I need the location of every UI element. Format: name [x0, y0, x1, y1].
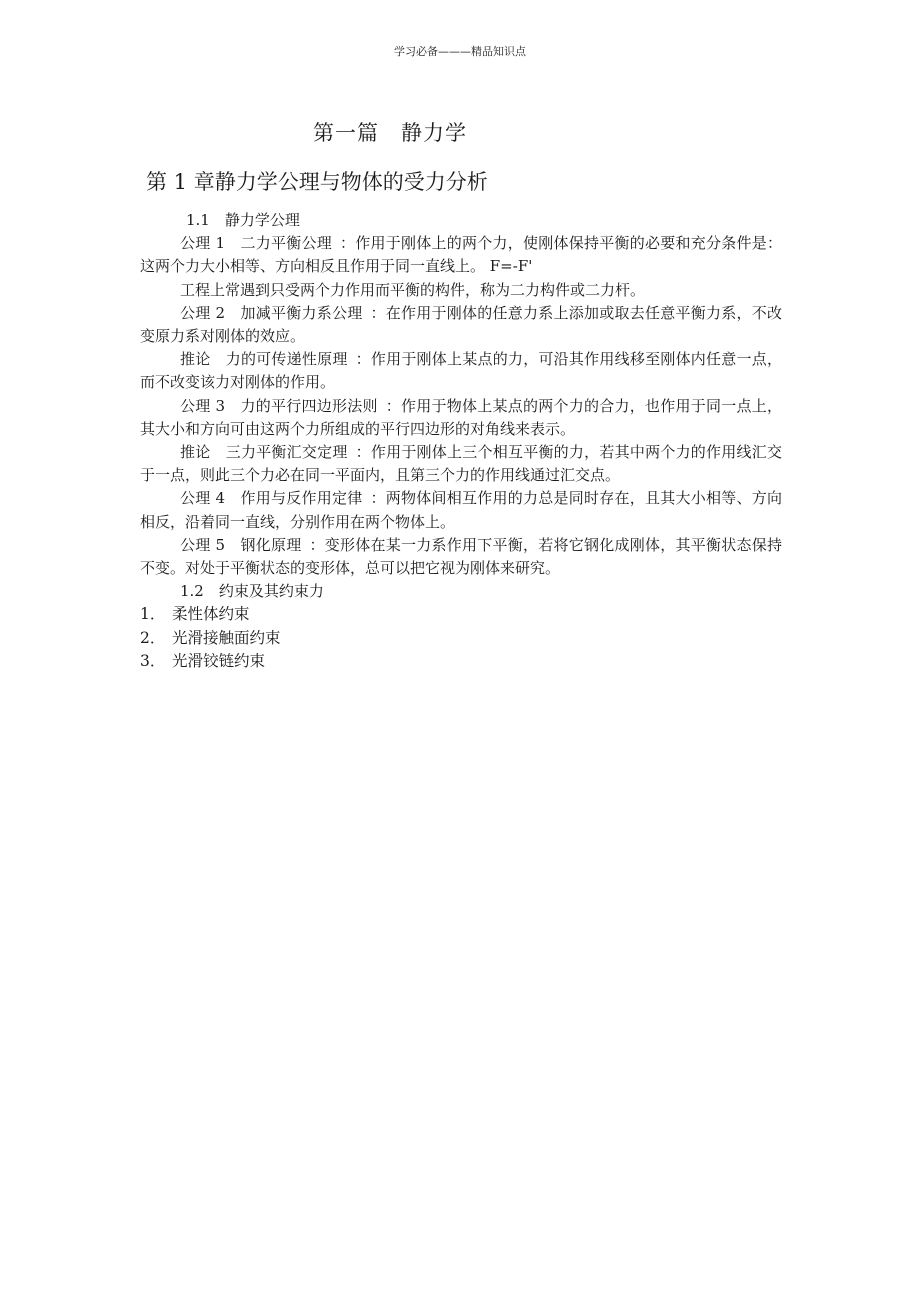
paragraph-two-force-member	[140, 279, 782, 302]
paragraph-axiom-3	[140, 395, 782, 441]
section-heading-1-1: 1.1 静力学公理	[186, 211, 300, 229]
paragraph-text: ：作用于刚体上的两个力，使刚体保持平衡的必要和充分条件是：这两个力大小相等、方向相反且作用于同一直线上。 F=-F'	[140, 234, 782, 276]
list-item	[140, 603, 782, 627]
part-title	[313, 117, 467, 147]
paragraph-corollary-three-force	[140, 441, 782, 487]
term: 推论 力的可传递性原理	[180, 350, 348, 369]
list-number: 2．	[140, 628, 166, 647]
list-item	[140, 627, 782, 651]
paragraph-corollary-transmissibility	[140, 348, 782, 394]
chapter-content	[140, 209, 782, 674]
paragraph-axiom-4	[140, 487, 782, 533]
section-heading-1-2: 1.2 约束及其约束力	[180, 582, 324, 601]
list-label: 光滑接触面约束	[172, 628, 281, 647]
paragraph-text: 工程上常遇到只受两个力作用而平衡的构件，称为二力构件或二力杆。	[180, 280, 646, 299]
paragraph-text: ：作用于刚体上三个相互平衡的力，若其中两个力的作用线汇交于一点，则此三个力必在同一平面内，且第三个力的作用线通过汇交点。	[140, 443, 782, 485]
list-number: 1．	[140, 605, 166, 624]
list-label: 柔性体约束	[172, 605, 250, 624]
page-header: 学习必备———精品知识点	[394, 45, 526, 58]
term: 推论 三力平衡汇交定理	[180, 443, 348, 462]
part-label: 第一篇	[313, 121, 379, 145]
part-name: 静力学	[401, 121, 467, 145]
term: 公理 4 作用与反作用定律	[180, 489, 363, 508]
chapter-title: 第 1 章静力学公理与物体的受力分析	[146, 170, 488, 194]
term: 公理 2 加减平衡力系公理	[180, 303, 363, 322]
paragraph-text: ：在作用于刚体的任意力系上添加或取去任意平衡力系，不改变原力系对刚体的效应。	[140, 303, 782, 346]
list-item	[140, 650, 782, 674]
list-label: 光滑铰链约束	[172, 652, 266, 671]
term: 公理 3 力的平行四边形法则	[180, 396, 378, 415]
paragraph-text: ：作用于刚体上某点的力，可沿其作用线移至刚体内任意一点，而不改变该力对刚体的作用。	[140, 350, 782, 392]
paragraph-text: ：两物体间相互作用的力总是同时存在，且其大小相等、方向相反，沿着同一直线，分别作用在两个物体上。	[140, 489, 782, 531]
term: 公理 5 钢化原理	[180, 535, 302, 554]
term: 公理 1 二力平衡公理	[180, 234, 333, 253]
paragraph-text: ：作用于物体上某点的两个力的合力，也作用于同一点上，其大小和方向可由这两个力所组成的平行四边形的对角线来表示。	[140, 396, 782, 438]
paragraph-axiom-5	[140, 534, 782, 580]
paragraph-text: ：变形体在某一力系作用下平衡，若将它钢化成刚体，其平衡状态保持不变。对处于平衡状态的变形体，总可以把它视为刚体来研究。	[140, 535, 782, 578]
paragraph-axiom-1	[140, 232, 782, 278]
paragraph-axiom-2	[140, 302, 782, 348]
list-number: 3．	[140, 652, 166, 671]
